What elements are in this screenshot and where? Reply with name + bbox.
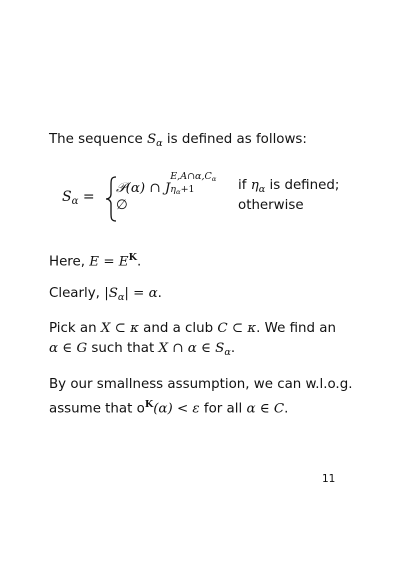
definition-formula (62, 171, 362, 226)
case1-sub-tail: +1 (180, 184, 195, 195)
case1-cond-symbol-sub: α (258, 183, 266, 195)
smallness-line2-formula2: α ∈ C (246, 401, 285, 417)
clearly-formula: |S (104, 286, 118, 301)
intro-symbol: S (146, 132, 157, 147)
case1-cond-tail: is defined; (265, 178, 340, 193)
here-formula-eq: = (99, 254, 119, 270)
clearly-formula-sub: α (117, 291, 125, 303)
pick-line1-formula1: X ⊂ κ (100, 321, 139, 336)
pick-line1-text2: and a club (138, 321, 218, 336)
here-formula-rhs: E (118, 254, 129, 270)
pick-line1-formula2: C ⊂ κ (217, 321, 257, 336)
definition-lhs (62, 189, 95, 207)
here-formula-sup: K (128, 252, 137, 263)
intro-paragraph (49, 130, 370, 154)
pick-line1-text3: . We find an (256, 321, 336, 336)
case1-superscript (170, 171, 216, 183)
case1-sup-text: E,A∩α,C (170, 171, 212, 182)
here-text: Here, (49, 254, 90, 270)
pick-paragraph-line2 (49, 339, 370, 363)
case2-condition: otherwise (238, 198, 304, 213)
smallness-line2-text1: assume that o (49, 401, 145, 417)
pick-line2-formula2: X ∩ α ∈ S (158, 341, 225, 356)
clearly-tail: . (157, 286, 162, 301)
clearly-text: Clearly, (49, 286, 105, 301)
intro-text: The sequence (49, 132, 147, 147)
smallness-line2-tail: . (284, 401, 289, 417)
pick-line2-tail: . (230, 341, 236, 356)
pick-line2-text1: such that (87, 341, 159, 356)
case2-value: ∅ (116, 198, 128, 213)
here-tail: . (136, 254, 142, 270)
definition-equals: = (78, 189, 95, 205)
smallness-paragraph-line2 (49, 395, 370, 419)
pick-line1-text1: Pick an (49, 321, 101, 336)
pick-paragraph-line1 (49, 319, 370, 339)
definition-lhs-symbol: S (62, 189, 72, 205)
clearly-paragraph (49, 284, 370, 308)
here-paragraph (49, 248, 370, 272)
case1-sub-text: η (170, 184, 176, 195)
case1-cond-symbol: η (250, 178, 259, 193)
pick-line2-formula2-sub: α (224, 346, 231, 358)
definition-lhs-sub: α (71, 196, 79, 208)
intro-tail: is defined as follows: (162, 132, 307, 147)
smallness-line2-formula1: (α) < ε (153, 401, 200, 417)
smallness-line2-sup: K (144, 399, 154, 410)
page-number: 11 (322, 473, 336, 485)
smallness-paragraph-line1: By our smallness assumption, we can w.l.o.g. (49, 377, 353, 392)
intro-symbol-sub: α (156, 137, 163, 149)
here-formula-lhs: E (89, 254, 100, 270)
case1-sub-sub: α (175, 188, 181, 197)
case1-value-prefix: 𝒫(α) ∩ J (116, 181, 171, 196)
pick-line2-formula1: α ∈ G (49, 341, 88, 356)
clearly-formula-tail: | = α (124, 286, 158, 301)
case1-condition (238, 178, 339, 195)
case1-sup-sub: α (211, 175, 217, 184)
case1-cond-prefix: if (238, 178, 251, 193)
case1-subscript (170, 184, 194, 196)
smallness-line2-text2: for all (199, 401, 247, 417)
